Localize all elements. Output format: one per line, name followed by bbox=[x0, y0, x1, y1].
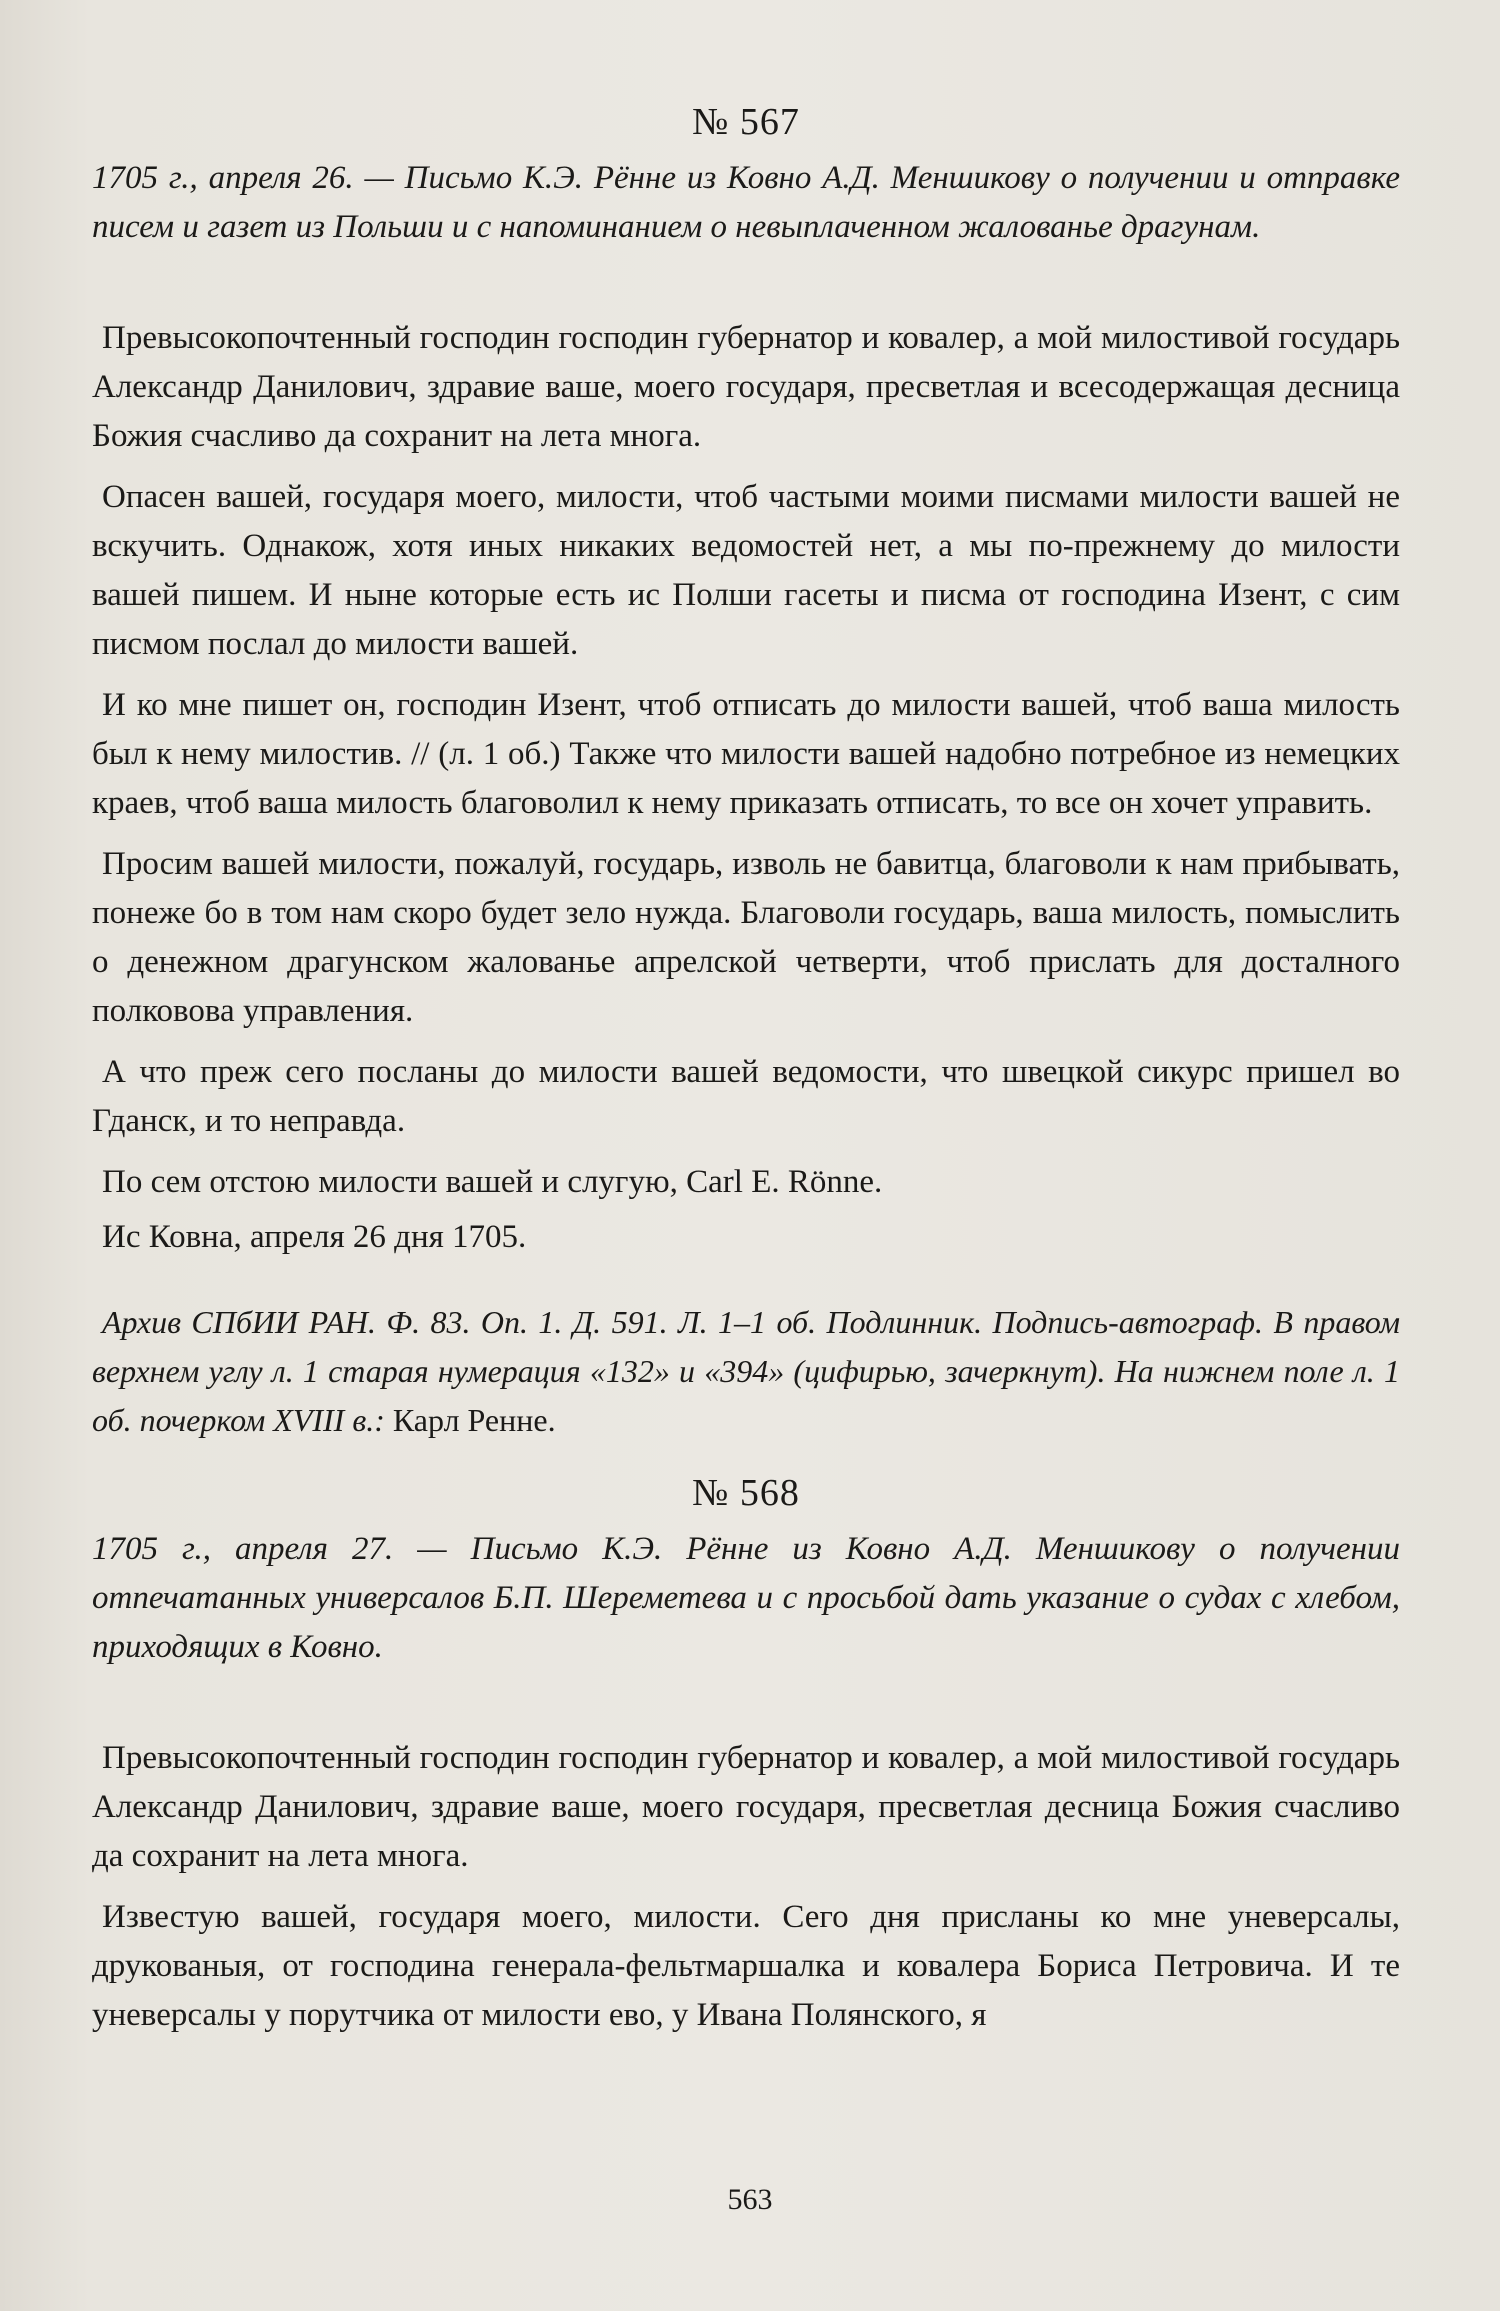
letter-paragraph: Превысокопочтенный господин господин губернатор и ковалер, а мой милостивой государь Александр Данилович, здравие ваше, моего государя, пресветлая десница Божия счасливо да сохранит на лета многа. bbox=[92, 1740, 1400, 1874]
document-heading: 1705 г., апреля 27. — Письмо К.Э. Рённе из Ковно А.Д. Меншикову о получении отпечатанных универсалов Б.П. Шереметева и с просьбой дать указание о судах с хлебом, приходящих в Ковно. bbox=[92, 1531, 1400, 1665]
letter-paragraph: Просим вашей милости, пожалуй, государь, изволь не бавитца, благоволи к нам прибывать, понеже бо в том нам скоро будет зело нужда. Благоволи государь, ваша милость, помыслить о денежном драгунском жалованье апрелской четверти, чтоб прислать для досталного полковова управления. bbox=[92, 846, 1400, 1029]
letter-paragraph: Известую вашей, государя моего, милости. Сего дня присланы ко мне уневерсалы, друкованыя, от господина генерала-фельтмаршалка и ковалера Бориса Петровича. И те уневерсалы у порутчика от милости ево, у Ивана Полянского, я bbox=[92, 1899, 1400, 2033]
text-column bbox=[92, 98, 1400, 2052]
letter-paragraph: А что преж сего посланы до милости вашей ведомости, что швецкой сикурс пришел во Гданск, и то неправда. bbox=[92, 1054, 1400, 1139]
letter-date-place: Ис Ковна, апреля 26 дня 1705. bbox=[102, 1219, 527, 1255]
letter-paragraph: Опасен вашей, государя моего, милости, чтоб частыми моими писмами милости вашей не вскучить. Однакож, хотя иных никаких ведомостей нет, а мы по-прежнему до милости вашей пишем. И ныне которые есть ис Полши гасеты и писма от господина Изент, с сим писмом послал до милости вашей. bbox=[92, 479, 1400, 662]
folio-marker: // (л. 1 об.) bbox=[411, 736, 561, 772]
paragraph-text: Также что милости вашей надобно потребное из немецких краев, чтоб ваша милость благоволил к нему приказать отписать, то все он хочет управить. bbox=[92, 736, 1401, 821]
archive-annotation: Карл Ренне. bbox=[392, 1402, 556, 1438]
archive-reference bbox=[92, 1298, 1400, 1445]
letter-closing: По сем отстою милости вашей и слугую, Carl E. Rönne. bbox=[102, 1164, 883, 1200]
document-568 bbox=[92, 1469, 1400, 2040]
archive-citation: Архив СПбИИ РАН. Ф. 83. Оп. 1. Д. 591. Л. 1–1 об. Подлинник. Подпись-автограф. В правом верхнем углу л. 1 старая нумерация «132» и «394» (цифирью, зачеркнут). На нижнем поле л. 1 об. почерком XVIII в.: bbox=[92, 1304, 1400, 1438]
paragraph-text: И ко мне пишет он, господин Изент, чтоб отписать до милости вашей, чтоб ваша милость был к нему милостив. bbox=[92, 687, 1400, 772]
document-number: № 567 bbox=[692, 101, 800, 143]
page-number: 563 bbox=[727, 2183, 773, 2216]
letter-paragraph: Превысокопочтенный господин господин губернатор и ковалер, а мой милостивой государь Александр Данилович, здравие ваше, моего государя, пресветлая и всесодержащая десница Божия счасливо да сохранит на лета многа. bbox=[92, 320, 1400, 454]
document-heading: 1705 г., апреля 26. — Письмо К.Э. Рённе из Ковно А.Д. Меншикову о получении и отправке писем и газет из Польши и с напоминанием о невыплаченном жалованье драгунам. bbox=[92, 160, 1400, 245]
document-567 bbox=[92, 98, 1400, 1445]
document-number: № 568 bbox=[692, 1472, 800, 1514]
letter-paragraph bbox=[92, 681, 1400, 828]
